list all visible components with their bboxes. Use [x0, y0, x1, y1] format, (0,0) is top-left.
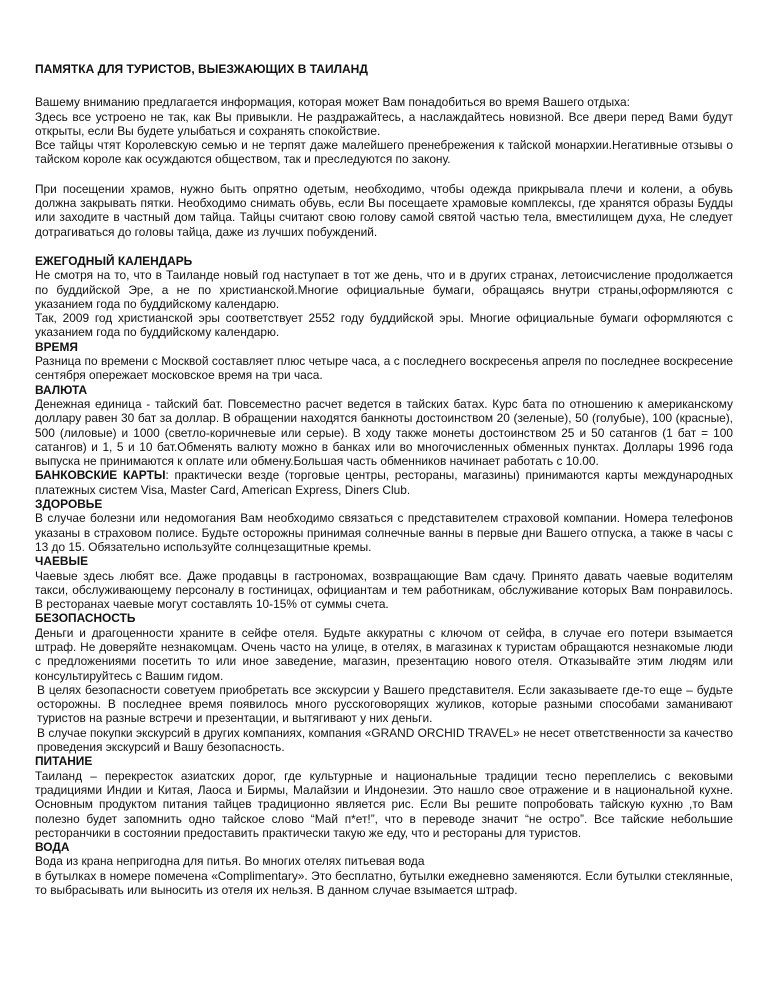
time-heading: ВРЕМЯ: [35, 339, 78, 354]
water-paragraph-2: в бутылках в номере помечена «Complimentary». Это бесплатно, бутылки ежедневно заменяются. Если бутылки стеклянные, то выбрасывать или выносить из отеля их нельзя. В данном случае взымается штраф.: [35, 868, 733, 898]
temples-paragraph: При посещении храмов, нужно быть опрятно одетым, необходимо, чтобы одежда прикрывала плечи и колени, а обувь должна закрывать пятки. Необходимо снимать обувь, если Вы посещаете храмовые комплексы, где хранятся образы Будды или заходите в частный дом тайца. Тайцы считают свою голову самой святой частью тела, вместилищем духа, Не следует дотрагиваться до головы тайца, даже из лучших побуждений.: [35, 181, 733, 239]
time-paragraph: Разница по времени с Москвой составляет плюс четыре часа, а с последнего воскресенья апреля по последнее воскресение сентября опережает московское время на три часа.: [35, 354, 733, 383]
intro-line-3: Все тайцы чтят Королевскую семью и не терпят даже малейшего пренебрежения к тайской монархии.Негативные отзывы о тайском короле как осуждаются обществом, так и преследуются по закону.: [35, 138, 733, 167]
safety-heading: БЕЗОПАСНОСТЬ: [35, 611, 136, 626]
health-paragraph: В случае болезни или недомогания Вам необходимо связаться с представителем страховой компании. Номера телефонов указаны в страховом полисе. Будьте осторожны принимая солнечные ванны в первые дни Вашего отпуска, а также в часы с 13 до 15. Обязательно используйте солнцезащитные кремы.: [35, 511, 733, 554]
tips-heading: ЧАЕВЫЕ: [35, 554, 89, 569]
currency-heading: ВАЛЮТА: [35, 382, 88, 397]
water-heading: ВОДА: [35, 840, 70, 855]
calendar-paragraph-1: Не смотря на то, что в Таиланде новый год наступает в тот же день, что и в других странах, летоисчисление продолжается по буддийской Эре, а не по христианской.Многие официальные бумаги, обращаясь внутри страны,оформляются с указанием года по буддийскому календарю.: [35, 268, 733, 311]
tips-paragraph: Чаевые здесь любят все. Даже продавцы в гастрономах, возвращающие Вам сдачу. Принято давать чаевые водителям такси, обслуживающему персоналу в гостиницах, официантам и тем работникам, обслуживание которых Вам понравилось. В ресторанах чаевые могут составлять 10-15% от суммы счета.: [35, 568, 733, 612]
spacer: [35, 239, 733, 254]
intro-line-2: Здесь все устроено не так, как Вы привыкли. Не раздражайтесь, а наслаждайтесь новизной. Все двери перед Вами будут открыты, если Вы будете улыбаться и сохранять спокойствие.: [35, 109, 733, 138]
food-paragraph: Таиланд – перекресток азиатских дорог, где культурные и национальные традиции тесно переплелись с вековыми традициями Индии и Китая, Лаоса и Бирмы, Малайзии и Индонезии. Это нашло свое отражение и в национальной кухне. Основным продуктом питания тайцев традиционно является рис. Если Вы решите попробовать тайскую кухню ,то Вам полезно будет запомнить одно тайское слово “Май п*ет!”, что в переводе значит “не остро”. Все тайские небольшие ресторанчики в состоянии предоставить практически такую же еду, что и рестораны для туристов.: [35, 768, 733, 840]
food-heading: ПИТАНИЕ: [35, 754, 93, 769]
spacer: [35, 167, 733, 182]
calendar-paragraph-2: Так, 2009 год христианской эры соответствует 2552 году буддийской эры. Многие официальные бумаги оформляются с указанием года по буддийскому календарю.: [35, 311, 733, 340]
memo-document: [35, 62, 733, 897]
currency-paragraph: Денежная единица - тайский бат. Повсеместно расчет ведется в тайских батах. Курс бата по отношению к американскому доллару равен 30 бат за доллар. В обращении находятся банкноты достоинством 20 (зеленые), 50 (голубые), 100 (красные), 500 (лиловые) и 1000 (светло-коричневые или серые). В ходу также монеты достоинством 25 и 50 сатангов (1 бат = 100 сатангов) и 1, 5 и 10 бат.Обменять валюту можно в банках или во многочисленных обменных пунктах. Доллары 1996 года выпуска не принимаются к оплате или обмену.Большая часть обменников начинает работать с 10.00.: [35, 396, 733, 469]
bank-cards-paragraph: [35, 468, 733, 497]
safety-paragraph-3: В случае покупки экскурсий в других компаниях, компания «GRAND ORCHID TRAVEL» не несет ответственности за качество проведения экскурсий и Вашу безопасность.: [37, 725, 733, 755]
calendar-heading: ЕЖЕГОДНЫЙ КАЛЕНДАРЬ: [35, 253, 193, 268]
bank-cards-text: : практически везде (торговые центры, рестораны, магазины) принимаются карты международных платежных систем Visa, Master Card, American Express, Diners Club.: [35, 468, 733, 497]
safety-paragraph-2: В целях безопасности советуем приобретать все экскурсии у Вашего представителя. Если заказываете где-то еще – будьте осторожны. В последнее время появилось много русскоговорящих жуликов, которые разными способами заманивают туристов на разные встречи и презентации, и вытягивают у них деньги.: [37, 682, 733, 726]
intro-line-1: Вашему вниманию предлагается информация, которая может Вам понадобиться во время Вашего отдыха:: [35, 95, 630, 110]
document-title: ПАМЯТКА ДЛЯ ТУРИСТОВ, ВЫЕЗЖАЮЩИХ В ТАИЛАНД: [35, 62, 368, 76]
safety-paragraph-1: Деньги и драгоценности храните в сейфе отеля. Будьте аккуратны с ключом от сейфа, в случае его потери взымается штраф. Не доверяйте незнакомцам. Очень часто на улице, в отелях, в магазинах к туристам обращаются незнакомые люди с предложениями посетить то или иное заведение, магазин, презентацию нового отеля. Отказывайте этим людям или консультируйтесь с Вашим гидом.: [35, 625, 733, 683]
bank-cards-label: БАНКОВСКИЕ КАРТЫ: [35, 468, 166, 483]
water-paragraph-1: Вода из крана непригодна для питья. Во многих отелях питьевая вода: [35, 854, 425, 869]
health-heading: ЗДОРОВЬЕ: [35, 497, 103, 512]
